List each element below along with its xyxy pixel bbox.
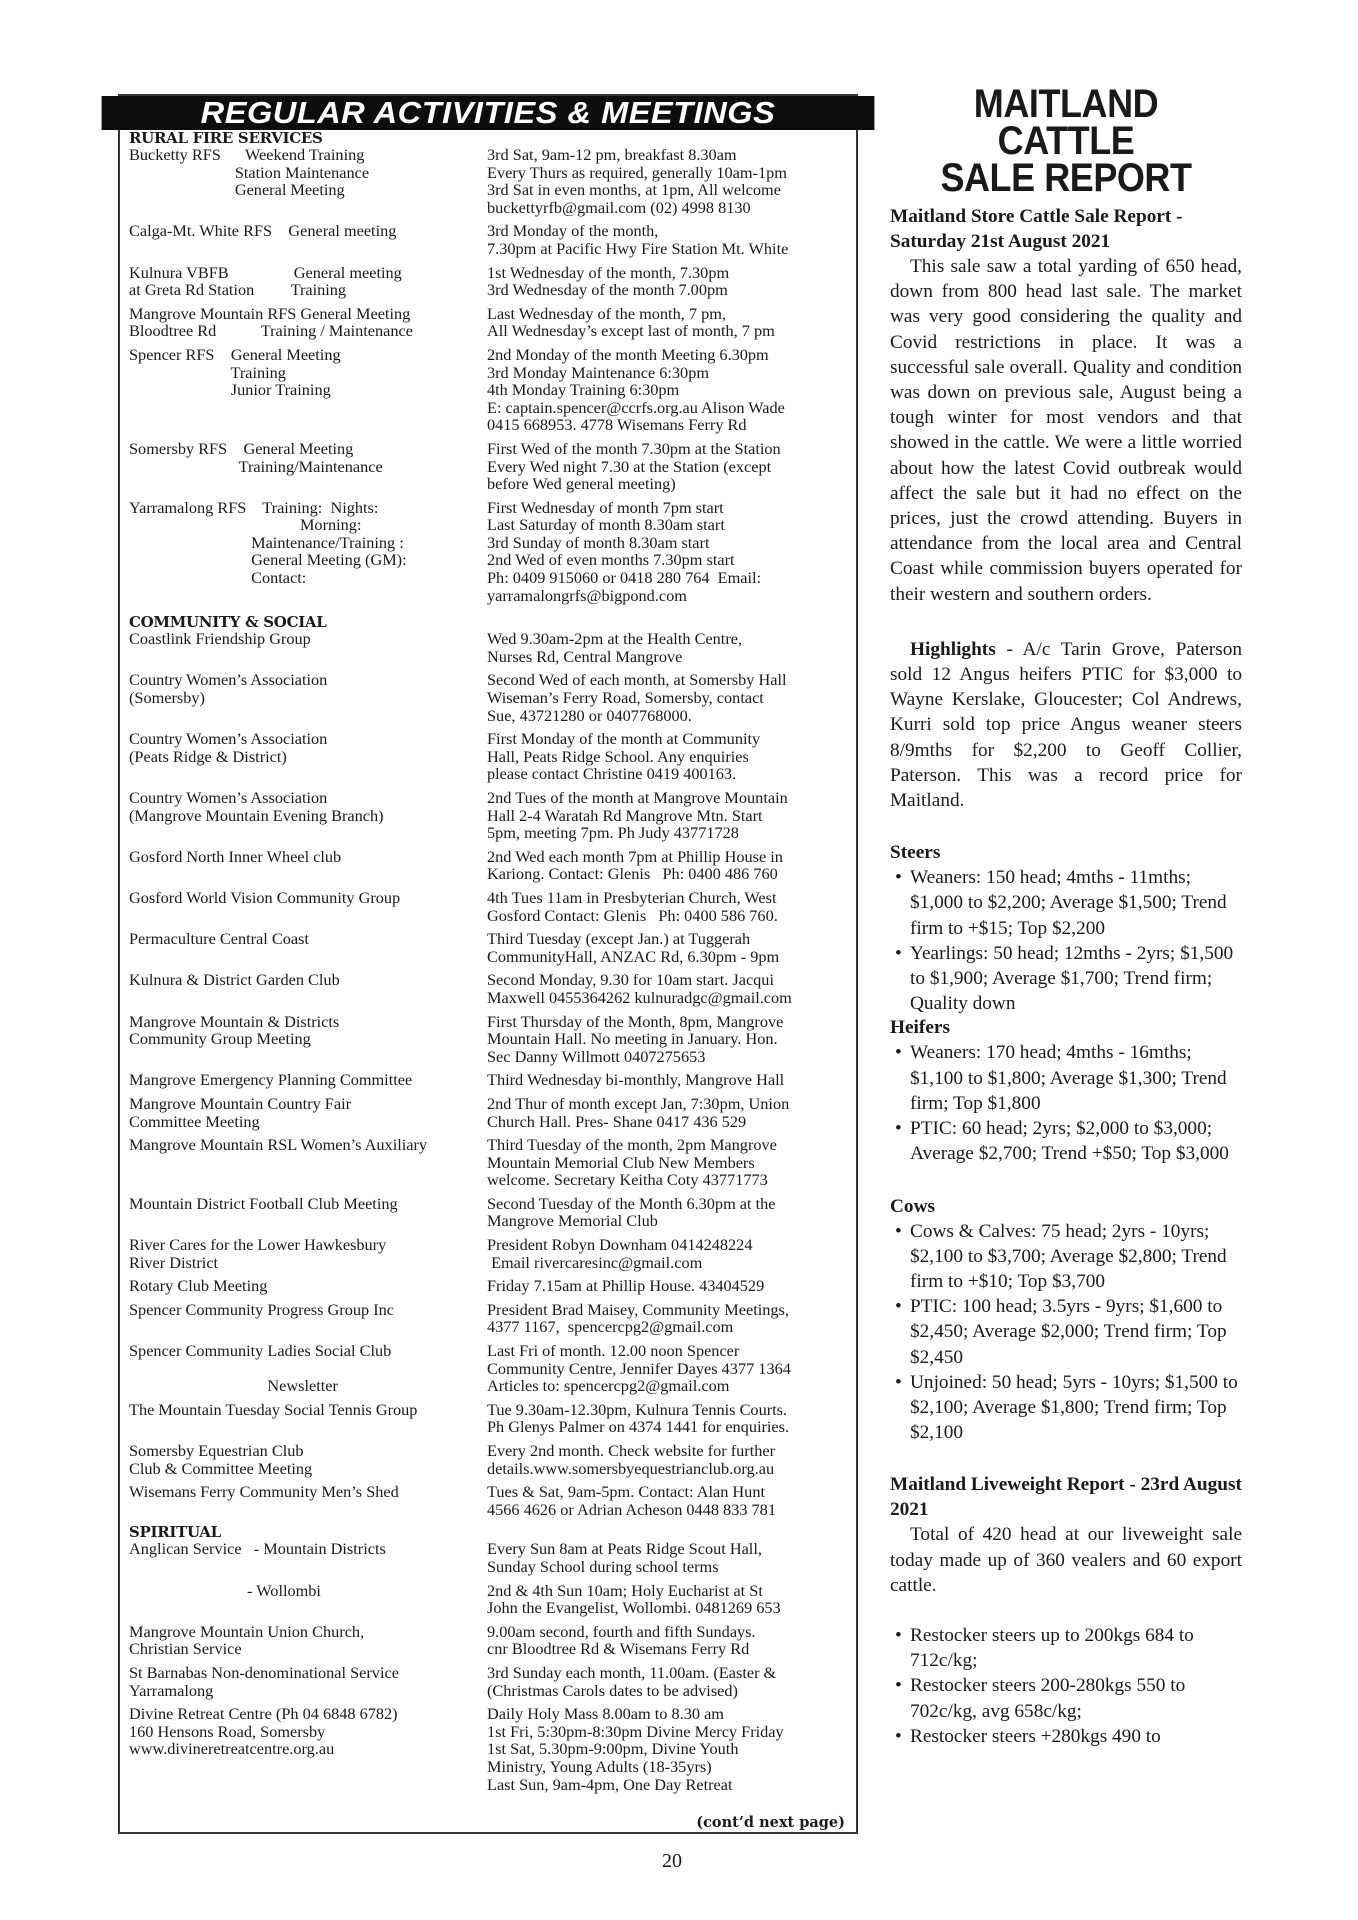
activity-row	[129, 346, 856, 434]
activity-row	[129, 1401, 856, 1436]
category-item: • Cows & Calves: 75 head; 2yrs - 10yrs; $2,100 to $3,700; Average $2,800; Trend firm to +$10; Top $3,700	[890, 1219, 1242, 1295]
activities-content	[120, 130, 856, 1793]
activity-name: Divine Retreat Centre (Ph 04 6848 6782) 160 Hensons Road, Somersby www.divineretreatcentre.org.au	[129, 1704, 398, 1759]
activity-name: Coastlink Friendship Group	[129, 629, 311, 649]
activity-row	[129, 1623, 856, 1658]
category-item: • Weaners: 150 head; 4mths - 11mths; $1,000 to $2,200; Average $1,500; Trend firm to +$15; Top $2,200	[890, 865, 1242, 941]
activity-details: Second Monday, 9.30 for 10am start. Jacqui Maxwell 0455364262 kulnuradgc@gmail.com	[487, 970, 792, 1007]
activity-details: President Robyn Downham 0414248224 Email rivercaresinc@gmail.com	[487, 1235, 753, 1272]
activity-row	[129, 1342, 856, 1395]
activity-row	[129, 1301, 856, 1336]
category-lists	[890, 841, 1242, 1445]
activity-name: Kulnura & District Garden Club	[129, 970, 340, 990]
activity-row	[129, 671, 856, 724]
activity-row	[129, 1095, 856, 1130]
store-sale-heading: Maitland Store Cattle Sale Report - Saturday 21st August 2021	[890, 206, 1183, 252]
category-items	[890, 1219, 1242, 1446]
activity-details: First Monday of the month at Community Hall, Peats Ridge School. Any enquiries please contact Christine 0419 400163.	[487, 729, 761, 784]
spiritual-list	[129, 1540, 856, 1793]
activity-name: Somersby Equestrian Club Club & Committee Meeting	[129, 1441, 313, 1478]
activity-details: Wed 9.30am-2pm at the Health Centre, Nurses Rd, Central Mangrove	[487, 629, 743, 666]
activity-details: 3rd Sat, 9am-12 pm, breakfast 8.30am Every Thurs as required, generally 10am-1pm 3rd Sat in even months, at 1pm, All welcome buckettyrfb@gmail.com (02) 4998 8130	[487, 145, 787, 217]
activity-row	[129, 1442, 856, 1477]
activity-name: Mangrove Emergency Planning Committee	[129, 1070, 413, 1090]
highlights-paragraph	[890, 637, 1242, 813]
activity-details: 2nd Monday of the month Meeting 6.30pm 3rd Monday Maintenance 6:30pm 4th Monday Training 6:30pm E: captain.spencer@ccrfs.org.au Alison Wade 0415 668953. 4778 Wisemans Ferry Rd	[487, 344, 785, 435]
activity-details: 2nd Tues of the month at Mangrove Mountain Hall 2-4 Waratah Rd Mangrove Mtn. Start 5pm, meeting 7pm. Ph Judy 43771728	[487, 788, 788, 843]
activity-details: First Thursday of the Month, 8pm, Mangrove Mountain Hall. No meeting in January. Hon. Sec Danny Willmott 0407275653	[487, 1011, 784, 1066]
activity-row	[129, 499, 856, 605]
activity-name: Anglican Service - Mountain Districts	[129, 1539, 386, 1559]
activity-details: 3rd Monday of the month, 7.30pm at Pacific Hwy Fire Station Mt. White	[487, 221, 789, 258]
activity-details: Second Tuesday of the Month 6.30pm at the Mangrove Memorial Club	[487, 1193, 776, 1231]
activity-row	[129, 1540, 856, 1575]
activity-details: Last Wednesday of the month, 7 pm, All Wednesday’s except last of month, 7 pm	[487, 303, 775, 341]
activity-row	[129, 971, 856, 1006]
cattle-sale-report	[890, 82, 1242, 1749]
activity-details: Third Tuesday (except Jan.) at Tuggerah CommunityHall, ANZAC Rd, 6.30pm - 9pm	[487, 929, 780, 966]
activity-details: Third Wednesday bi-monthly, Mangrove Hall	[487, 1070, 785, 1090]
activity-name: Rotary Club Meeting	[129, 1276, 268, 1296]
report-title-line-1: MAITLAND CATTLE	[973, 82, 1159, 163]
activity-row	[129, 1071, 856, 1089]
activity-name: Mangrove Mountain Country Fair Committee Meeting	[129, 1093, 352, 1131]
category-item: • Unjoined: 50 head; 5yrs - 10yrs; $1,500 to $2,100; Average $1,800; Trend firm; Top $2,100	[890, 1370, 1242, 1446]
activity-details: 2nd & 4th Sun 10am; Holy Eucharist at St John the Evangelist, Wollombi. 0481269 653	[487, 1580, 781, 1618]
activity-details: 1st Wednesday of the month, 7.30pm 3rd Wednesday of the month 7.00pm	[487, 262, 730, 300]
section-heading-spiritual: SPIRITUAL	[129, 1523, 221, 1542]
activity-name: Gosford North Inner Wheel club	[129, 846, 342, 866]
activity-row	[129, 1483, 856, 1518]
activity-details: President Brad Maisey, Community Meetings, 4377 1167, spencercpg2@gmail.com	[487, 1299, 789, 1337]
continued-next-page-note: (cont’d next page)	[696, 1814, 845, 1831]
activity-details: Daily Holy Mass 8.00am to 8.30 am 1st Fri, 5:30pm-8:30pm Divine Mercy Friday 1st Sat, 5.30pm-9:00pm, Divine Youth Ministry, Young Adults (18-35yrs) Last Sun, 9am-4pm, One Day Retreat	[487, 1704, 784, 1794]
activity-details: First Wed of the month 7.30pm at the Station Every Wed night 7.30 at the Station (except before Wed general meeting)	[487, 438, 781, 494]
activity-details: Friday 7.15am at Phillip House. 43404529	[487, 1276, 765, 1296]
activity-details: Third Tuesday of the month, 2pm Mangrove Mountain Memorial Club New Members welcome. Secretary Keitha Coty 43771773	[487, 1135, 777, 1190]
activity-name: Spencer RFS General Meeting Training Junior Training	[129, 344, 341, 400]
category-items	[890, 1040, 1242, 1166]
liveweight-items	[890, 1623, 1242, 1749]
activity-row	[129, 1195, 856, 1230]
liveweight-item: • Restocker steers 200-280kgs 550 to 702c/kg, avg 658c/kg;	[890, 1673, 1242, 1723]
category-heading: Heifers	[890, 1017, 950, 1039]
section-heading-community-social: COMMUNITY & SOCIAL	[129, 613, 327, 632]
activity-name: Mountain District Football Club Meeting	[129, 1193, 398, 1213]
category-item: • PTIC: 100 head; 3.5yrs - 9yrs; $1,600 to $2,450; Average $2,000; Trend firm; Top $2,450	[890, 1294, 1242, 1370]
liveweight-item: • Restocker steers up to 200kgs 684 to 712c/kg;	[890, 1623, 1242, 1673]
activity-name: Country Women’s Association (Somersby)	[129, 670, 328, 708]
activity-row	[129, 264, 856, 299]
category-items	[890, 865, 1242, 1016]
activity-row	[129, 889, 856, 924]
activity-name: Yarramalong RFS Training: Nights: Morning: Maintenance/Training : General Meeting (GM): Contact:	[129, 497, 407, 588]
activity-row	[129, 1236, 856, 1271]
category-item: • Weaners: 170 head; 4mths - 16mths; $1,100 to $1,800; Average $1,300; Trend firm; Top $1,800	[890, 1040, 1242, 1116]
rural-fire-services-list	[129, 146, 856, 604]
regular-activities-box	[118, 94, 858, 1834]
activity-details: 2nd Thur of month except Jan, 7:30pm, Union Church Hall. Pres- Shane 0417 436 529	[487, 1093, 790, 1131]
activity-details: 3rd Sunday each month, 11.00am. (Easter & (Christmas Carols dates to be advised)	[487, 1662, 777, 1700]
activity-details: Every Sun 8am at Peats Ridge Scout Hall, Sunday School during school terms	[487, 1539, 762, 1576]
activity-details: Second Wed of each month, at Somersby Hall Wiseman’s Ferry Road, Somersby, contact Sue, 43721280 or 0407768000.	[487, 670, 787, 725]
activity-row	[129, 1013, 856, 1066]
activity-row	[129, 1582, 856, 1617]
activity-row	[129, 1277, 856, 1295]
activity-row	[129, 440, 856, 493]
activity-name: Calga-Mt. White RFS General meeting	[129, 221, 397, 241]
activity-name: The Mountain Tuesday Social Tennis Group	[129, 1399, 418, 1419]
report-title	[908, 82, 1225, 200]
activity-name: St Barnabas Non-denominational Service Yarramalong	[129, 1662, 399, 1700]
activity-row	[129, 222, 856, 257]
activity-details: 2nd Wed each month 7pm at Phillip House in Kariong. Contact: Glenis Ph: 0400 486 760	[487, 846, 783, 884]
activity-row	[129, 146, 856, 216]
activity-name: River Cares for the Lower Hawkesbury River District	[129, 1235, 387, 1272]
section-heading-rural-fire-services: RURAL FIRE SERVICES	[129, 129, 323, 147]
activity-name: Country Women’s Association (Mangrove Mountain Evening Branch)	[129, 788, 384, 825]
activity-row	[129, 630, 856, 665]
activity-name: Somersby RFS General Meeting Training/Maintenance	[129, 438, 383, 476]
activity-name: Bucketty RFS Weekend Training Station Maintenance General Meeting	[129, 145, 370, 200]
liveweight-heading: Maitland Liveweight Report - 23rd August 2021	[890, 1474, 1242, 1520]
activity-row	[129, 305, 856, 340]
activity-name: Spencer Community Progress Group Inc	[129, 1299, 394, 1319]
activity-name: Mangrove Mountain RSL Women’s Auxiliary	[129, 1135, 428, 1155]
liveweight-item: • Restocker steers +280kgs 490 to	[890, 1724, 1242, 1749]
activity-row	[129, 730, 856, 783]
activity-name: Permaculture Central Coast	[129, 929, 309, 949]
activity-details: Every 2nd month. Check website for further details.www.somersbyequestrianclub.org.au	[487, 1441, 776, 1478]
activity-details: 4th Tues 11am in Presbyterian Church, West Gosford Contact: Glenis Ph: 0400 586 760.	[487, 887, 778, 925]
activity-row	[129, 1664, 856, 1699]
activity-row	[129, 930, 856, 965]
activities-banner: REGULAR ACTIVITIES & MEETINGS	[102, 96, 875, 130]
activity-name: Wisemans Ferry Community Men’s Shed	[129, 1482, 399, 1502]
activity-row	[129, 1705, 856, 1793]
report-title-line-2: SALE REPORT	[940, 156, 1192, 200]
activity-row	[129, 1136, 856, 1189]
category-item: • Yearlings: 50 head; 12mths - 2yrs; $1,500 to $1,900; Average $1,700; Trend firm; Quality down	[890, 941, 1242, 1017]
page-number: 20	[662, 1850, 682, 1872]
activity-details: First Wednesday of month 7pm start Last Saturday of month 8.30am start 3rd Sunday of month 8.30am start 2nd Wed of even months 7.30pm start Ph: 0409 915060 or 0418 280 764 Email: yarramalongrfs@bigpond.com	[487, 497, 762, 605]
activity-row	[129, 848, 856, 883]
highlights-text: - A/c Tarin Grove, Paterson sold 12 Angus heifers PTIC for $3,000 to Wayne Kerslake, Gloucester; Col Andrews, Kurri sold top price Angus weaner steers 8/9mths for $2,200 to Geoff Collier, Paterson. This was a record price for Maitland.	[890, 638, 1242, 812]
category-heading: Steers	[890, 842, 941, 864]
activity-details: Tues & Sat, 9am-5pm. Contact: Alan Hunt 4566 4626 or Adrian Acheson 0448 833 781	[487, 1482, 776, 1519]
store-sale-intro: This sale saw a total yarding of 650 head, down from 800 head last sale. The market was very good considering the quality and Covid restrictions in place. It was a successful sale overall. Quality and condition was down on previous sale, August being a tough winter for most vendors and that showed in the cattle. We were a little worried about how the latest Covid outbreak would affect the sale but it had no effect on the prices, just the crowd attending. Buyers in attendance from the local area and Central Coast while commission buyers operated for their western and southern orders.	[890, 256, 1242, 605]
activity-row	[129, 789, 856, 842]
activity-details: 9.00am second, fourth and fifth Sundays. cnr Bloodtree Rd & Wisemans Ferry Rd	[487, 1621, 756, 1659]
activity-name: Mangrove Mountain RFS General Meeting Bloodtree Rd Training / Maintenance	[129, 303, 413, 341]
activity-details: Tue 9.30am-12.30pm, Kulnura Tennis Courts. Ph Glenys Palmer on 4374 1441 for enquiries.	[487, 1399, 790, 1437]
activity-name: Kulnura VBFB General meeting at Greta Rd Station Training	[129, 262, 402, 300]
activity-name: Mangrove Mountain Union Church, Christian Service	[129, 1621, 365, 1659]
category-item: • PTIC: 60 head; 2yrs; $2,000 to $3,000; Average $2,700; Trend +$50; Top $3,000	[890, 1116, 1242, 1166]
activity-details: Last Fri of month. 12.00 noon Spencer Community Centre, Jennifer Dayes 4377 1364 Articles to: spencercpg2@gmail.com	[487, 1341, 791, 1396]
liveweight-intro: Total of 420 head at our liveweight sale today made up of 360 vealers and 60 export cattle.	[890, 1524, 1242, 1596]
activity-name: Spencer Community Ladies Social Club Newsletter	[129, 1341, 392, 1396]
activity-name: - Wollombi	[129, 1580, 321, 1600]
activity-name: Mangrove Mountain & Districts Community Group Meeting	[129, 1011, 340, 1049]
category-heading: Cows	[890, 1195, 935, 1217]
activity-name: Country Women’s Association (Peats Ridge & District)	[129, 729, 328, 766]
highlights-label: Highlights	[910, 638, 996, 660]
activity-name: Gosford World Vision Community Group	[129, 887, 401, 907]
community-social-list	[129, 630, 856, 1518]
